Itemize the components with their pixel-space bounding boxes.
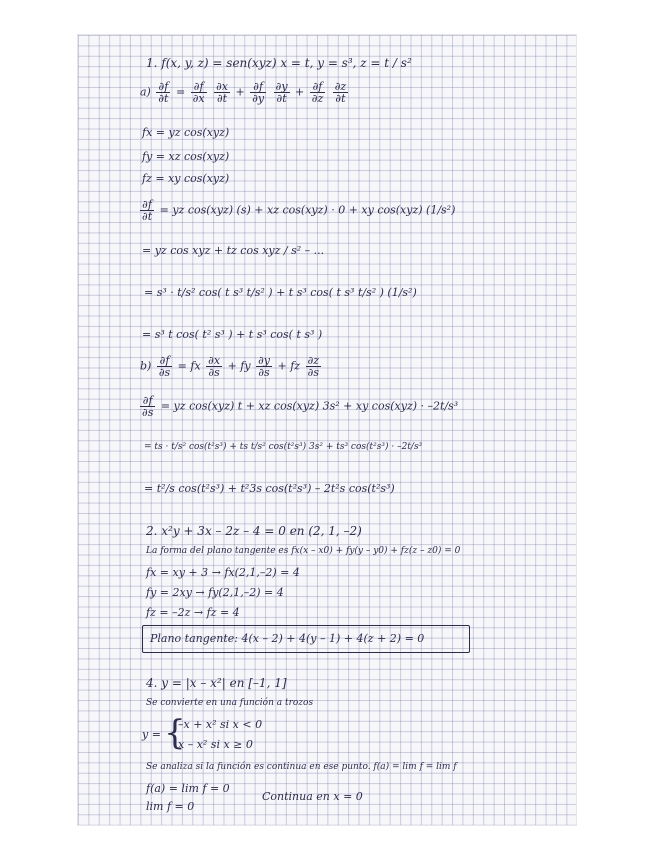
dfds-substitution: = ts · t/s² cos(t²s³) + ts t/s² cos(t²s³) 3s² + ts³ cos(t²s³) · –2t/s³ [144,442,423,452]
dfdt-substitution: = yz cos xyz + tz cos xyz / s² – ... [142,244,325,257]
dfdt-expanded: = s³ · t/s² cos( t s³ t/s² ) + t s³ cos( t s³ t/s² ) (1/s²) [144,286,417,299]
part-b-chain-rule: b) $\frac{\partial f}{\partial s}$ = fx $\frac{\partial x}{\partial s}$ + fy $\frac{\partial y}{\partial s}$ + fz $\frac{\partial z}{\partial s}$ [140,354,320,379]
piece-negative: –x + x² si x < 0 [178,718,263,731]
fz-at-point: fz = –2z → fz = 4 [146,606,240,619]
problem-4-statement: 4. y = |x – x²| en [–1, 1] [146,676,287,690]
continuity-analysis: Se analiza si la función es continua en ese punto. f(a) = lim f = lim f [146,762,457,772]
fy-line: fy = xz cos(xyz) [142,150,230,163]
continuity-conclusion: Continua en x = 0 [262,790,363,803]
fx-at-point: fx = xy + 3 → fx(2,1,–2) = 4 [146,566,300,579]
tangent-plane-form: La forma del plano tangente es fx(x – x0) + fy(y – y0) + fz(z – z0) = 0 [146,546,461,556]
dfds-expansion: $\frac{\partial f}{\partial s}$ = yz cos(xyz) t + xz cos(xyz) 3s² + xy cos(xyz) · –2t/s³ [142,394,459,419]
piece-positive: x – x² si x ≥ 0 [178,738,253,751]
fy-at-point: fy = 2xy → fy(2,1,–2) = 4 [146,586,284,599]
fz-line: fz = xy cos(xyz) [142,172,230,185]
tangent-plane-equation: Plano tangente: 4(x – 2) + 4(y – 1) + 4(z + 2) = 0 [150,632,425,645]
y-equals: y = [142,728,161,741]
fx-line: fx = yz cos(xyz) [142,126,230,139]
piecewise-note: Se convierte en una función a trozos [146,698,314,708]
dfds-result: = t²/s cos(t²s³) + t²3s cos(t²s³) – 2t²s cos(t²s³) [144,482,395,495]
dfdt-expansion: $\frac{\partial f}{\partial t}$ = yz cos(xyz) (s) + xz cos(xyz) · 0 + xy cos(xyz) (1/s²) [142,198,456,223]
problem-1-statement: 1. f(x, y, z) = sen(xyz) x = t, y = s³, z = t / s² [146,56,412,70]
problem-2-statement: 2. x²y + 3x – 2z – 4 = 0 en (2, 1, –2) [146,524,362,538]
fa-limit: f(a) = lim f = 0 [146,782,230,795]
dfdt-result: = s³ t cos( t² s³ ) + t s³ cos( t s³ ) [142,328,323,341]
limit-zero: lim f = 0 [146,800,195,813]
part-a-chain-rule: a) $\frac{\partial f}{\partial t}$ = $\frac{\partial f}{\partial x}$ $\frac{\partial x}{\partial t}$ + $\frac{\partial f}{\partial y}$ $\frac{\partial y}{\partial t}$ + $\frac{\partial f}{\partial z}$ $\frac{\partial z}{\partial t}$ [140,80,347,105]
piecewise-brace: { [164,713,186,753]
graph-paper-page [78,35,576,825]
